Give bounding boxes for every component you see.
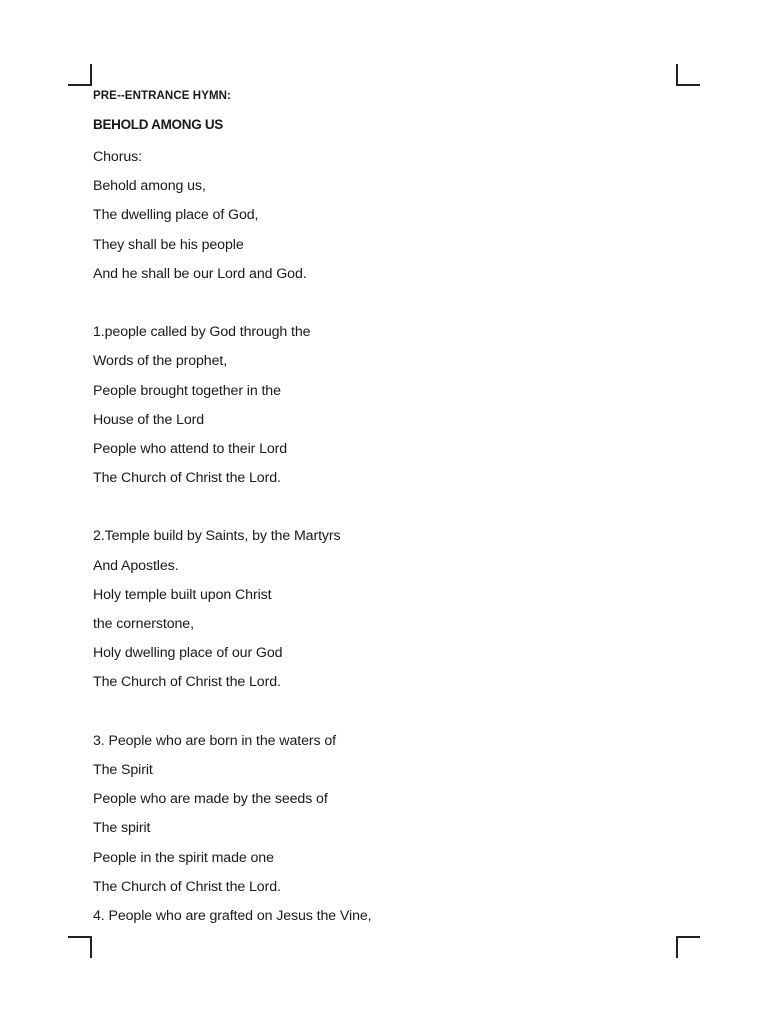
verse-line: 2.Temple build by Saints, by the Martyrs <box>93 528 341 545</box>
verse-line: Holy dwelling place of our God <box>93 645 283 662</box>
chorus-line: And he shall be our Lord and God. <box>93 265 307 282</box>
verse-line: People who attend to their Lord <box>93 440 288 457</box>
verse-line: And Apostles. <box>93 557 179 574</box>
verse-1 <box>93 318 653 493</box>
verse-line: 1.people called by God through the <box>93 324 311 341</box>
crop-mark-bottom-left <box>68 936 92 958</box>
verse-line: 4. People who are grafted on Jesus the Vine, <box>93 907 372 924</box>
stanza-gap <box>93 493 653 522</box>
chorus-line: Behold among us, <box>93 178 206 195</box>
chorus <box>93 143 653 289</box>
verse-2 <box>93 522 653 697</box>
verse-line: Holy temple built upon Christ <box>93 586 272 603</box>
verse-line: People who are made by the seeds of <box>93 791 328 808</box>
verse-3 <box>93 727 653 902</box>
verse-line: The spirit <box>93 820 151 837</box>
verse-line: The Church of Christ the Lord. <box>93 674 281 691</box>
verse-line: the cornerstone, <box>93 616 194 632</box>
stanza-gap <box>93 289 653 318</box>
chorus-label: Chorus: <box>93 149 142 165</box>
verse-line: The Spirit <box>93 761 153 778</box>
verse-line: 3. People who are born in the waters of <box>93 732 336 749</box>
verse-line: People brought together in the <box>93 382 281 399</box>
verse-line: People in the spirit made one <box>93 849 274 866</box>
verse-line: Words of the prophet, <box>93 353 228 370</box>
crop-mark-bottom-right <box>676 936 700 958</box>
verse-4 <box>93 902 653 931</box>
stanza-gap <box>93 698 653 727</box>
chorus-line: The dwelling place of God, <box>93 207 259 224</box>
hymn-page <box>93 86 653 931</box>
crop-mark-top-right <box>676 64 700 86</box>
verse-line: The Church of Christ the Lord. <box>93 878 281 895</box>
crop-mark-top-left <box>68 64 92 86</box>
verse-line: House of the Lord <box>93 411 205 428</box>
verse-line: The Church of Christ the Lord. <box>93 470 281 487</box>
hymn-title: BEHOLD AMONG US <box>93 117 223 132</box>
section-heading: PRE--ENTRANCE HYMN: <box>93 90 231 102</box>
chorus-line: They shall be his people <box>93 236 244 253</box>
